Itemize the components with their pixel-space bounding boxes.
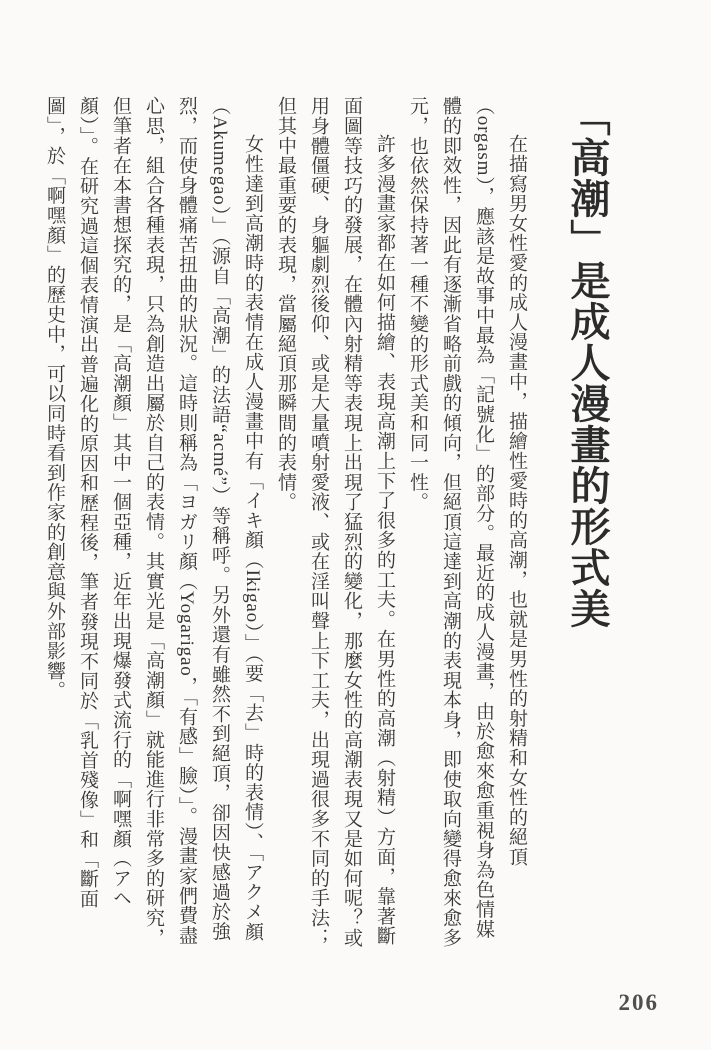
body-paragraph: 女性達到高潮時的表情在成人漫畫中有「イキ顏（Ikigao）」（要「去」時的表情）、「アクメ顏（Akumegao）」（源自「高潮」的法語“acmé”）等稱呼。另外還有雖然不到絕頂，卻因快感過於強烈，而使身體痛苦扭曲的狀況。這時則稱為「ヨガリ顏（Yogarigao，「有感」臉）」。漫畫家們費盡心思，組合各種表現，只為創造出屬於自己的表情。其實光是「高潮顏」就能進行非常多的研究，但筆者在本書想探究的，是「高潮顏」其中一個亞種，近年出現爆發式流行的「啊嘿顏（アヘ顏）」。在研究過這個表情演出普遍化的原因和歷程後，筆者發現不同於「乳首殘像」和「斷面圖」，於「啊嘿顏」的歷史中，可以同時看到作家的創意與外部影響。 [44, 96, 263, 948]
page-number: 206 [618, 990, 659, 1015]
vertical-text-block [38, 96, 635, 950]
body-paragraph: 在描寫男女性愛的成人漫畫中，描繪性愛時的高潮，也就是男性的射精和女性的絕頂（orgasm），應該是故事中最為「記號化」的部分。最近的成人漫畫，由於愈來愈重視身為色情媒體的即效性，因此有逐漸省略前戲的傾向，但絕頂這達到高潮的表現本身，即使取向變得愈來愈多元，也依然保持著一種不變的形式美和同一性。 [407, 96, 527, 948]
chapter-title: 「高潮」是成人漫畫的形式美 [565, 96, 610, 629]
body-paragraph: 許多漫畫家都在如何描繪、表現高潮上下了很多的工夫。在男性的高潮（射精）方面，靠著斷面圖等技巧的發展，在體內射精等表現上出現了猛烈的變化，那麼女性的高潮表現又是如何呢？或用身體僵硬、身軀劇烈後仰、或是大量噴射愛液、或在淫叫聲上下工夫，出現過很多不同的手法；但其中最重要的表現，當屬絕頂那瞬間的表情。 [275, 96, 395, 948]
